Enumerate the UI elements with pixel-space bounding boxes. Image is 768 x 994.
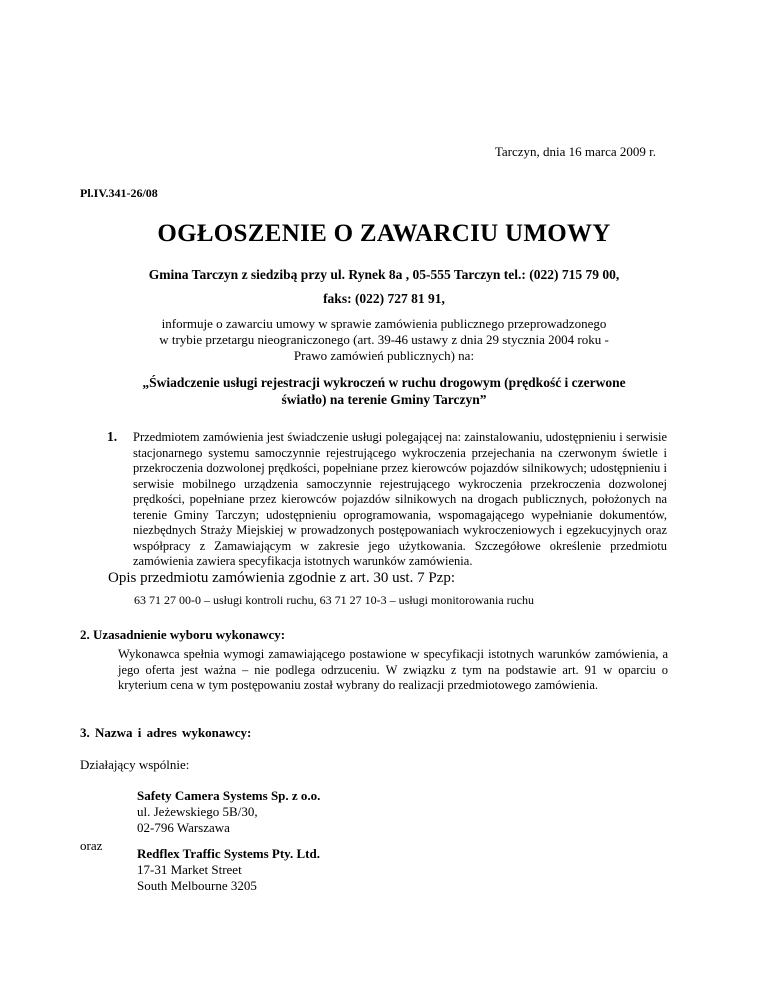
intro-line-2: w trybie przetargu nieograniczonego (art. 39-46 ustawy z dnia 29 stycznia 2004 roku - — [159, 332, 609, 347]
conjunction-label: oraz — [80, 838, 103, 853]
reference-number: Pl.IV.341-26/08 — [80, 186, 158, 200]
contract-subject — [0, 374, 768, 408]
cpv-heading: Opis przedmiotu zamówienia zgodnie z art. 30 ust. 7 Pzp: — [108, 570, 455, 586]
section-3-heading: 3. Nazwa i adres wykonawcy: — [80, 725, 252, 740]
section-2-text: Wykonawca spełnia wymogi zamawiającego postawione w specyfikacji istotnych warunków zamówienia, a jego oferta jest ważna – nie podlega odrzuceniu. W związku z tym na podstawie art. 91 w oparciu o kryterium cena w tym postępowaniu został wybrany do realizacji przedmiotowego zamówienia. — [118, 647, 668, 692]
contractor-1-city: 02-796 Warszawa — [137, 820, 230, 835]
contractor-2-street: 17-31 Market Street — [137, 862, 242, 877]
subject-line-1: „Świadczenie usługi rejestracji wykroczeń w ruchu drogowym (prędkość i czerwone — [142, 375, 626, 390]
contractor-2-address — [137, 846, 320, 894]
section-2-heading: 2. Uzasadnienie wyboru wykonawcy: — [80, 627, 286, 642]
page-title: OGŁOSZENIE O ZAWARCIU UMOWY — [157, 220, 611, 247]
intro-line-3: Prawo zamówień publicznych) na: — [293, 348, 475, 363]
subject-line-2: światło) na terenie Gminy Tarczyn” — [281, 392, 487, 407]
intro-paragraph — [0, 316, 768, 364]
cpv-codes: 63 71 27 00-0 – usługi kontroli ruchu, 63 71 27 10-3 – usługi monitorowania ruchu — [134, 593, 534, 607]
contractor-1-address — [137, 788, 320, 836]
contractor-2-name: Redflex Traffic Systems Pty. Ltd. — [137, 846, 320, 861]
issuer-line-2: faks: (022) 727 81 91, — [323, 291, 445, 306]
date-line: Tarczyn, dnia 16 marca 2009 r. — [494, 144, 656, 159]
joint-label: Działający wspólnie: — [80, 757, 190, 772]
contractor-1-name: Safety Camera Systems Sp. z o.o. — [137, 788, 321, 803]
contractor-2-city: South Melbourne 3205 — [137, 878, 257, 893]
section-1-number: 1. — [107, 429, 118, 444]
intro-line-1: informuje o zawarciu umowy w sprawie zamówienia publicznego przeprowadzonego — [161, 316, 607, 331]
issuer-line-1: Gmina Tarczyn z siedzibą przy ul. Rynek 8a , 05-555 Tarczyn tel.: (022) 715 79 00, — [148, 267, 620, 282]
section-1-text: Przedmiotem zamówienia jest świadczenie usługi polegającej na: zainstalowaniu, udostępnieniu i serwisie stacjonarnego systemu samoczynnie rejestrującego wykroczenia przejechania na czerwonym świetle i przekroczenia dozwolonej prędkości, popełniane przez kierowców pojazdów silnikowych; udostępnieniu i serwisie mobilnego urządzenia samoczynnie rejestrującego wykroczenia przekroczenia dozwolonej prędkości, popełniane przez kierowców pojazdów silnikowych na drogach publicznych, położonych na terenie Gminy Tarczyn; udostępnieniu oprogramowania, wspomagającego wypełnianie dokumentów, niezbędnych Straży Miejskiej w prowadzonych postępowaniach wykroczeniowych i egzekucyjnych oraz współpracy z Zamawiającym w zakresie jego użytkowania. Szczegółowe określenie przedmiotu zamówienia zawiera specyfikacja istotnych warunków zamówienia. — [133, 430, 667, 568]
contractor-1-street: ul. Jeżewskiego 5B/30, — [137, 804, 258, 819]
